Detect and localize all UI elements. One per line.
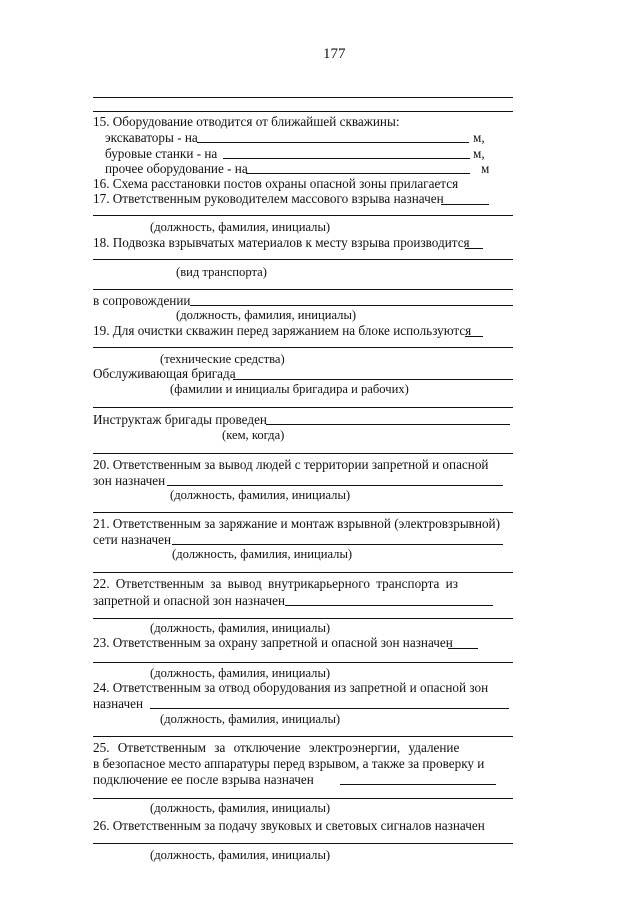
blank-line xyxy=(93,111,513,112)
item-22-line1: 22. Ответственным за вывод внутрикарьерного транспорта из xyxy=(93,576,458,591)
item-25-field[interactable] xyxy=(340,784,496,785)
item-25-line2: в безопасное место аппаратуры перед взрывом, а также за проверку и xyxy=(93,756,485,771)
blank-line xyxy=(93,97,513,98)
item-19: 19. Для очистки скважин перед заряжанием на блоке используются xyxy=(93,323,472,338)
item-22-line2: запретной и опасной зон назначен xyxy=(93,593,286,608)
blank-line[interactable] xyxy=(93,736,513,737)
item-17-field[interactable] xyxy=(441,204,489,205)
item-23-field-line2[interactable] xyxy=(93,662,513,663)
excavators-label: экскаваторы - на xyxy=(105,130,198,145)
caption-brigade-names: (фамилии и инициалы бригадира и рабочих) xyxy=(170,382,409,396)
brigade-field[interactable] xyxy=(233,379,513,380)
escort-field[interactable] xyxy=(190,305,513,306)
other-equipment-label: прочее оборудование - на xyxy=(105,161,248,176)
caption-position-name: (должность, фамилия, инициалы) xyxy=(160,712,341,726)
item-16: 16. Схема расстановки постов охраны опасной зоны прилагается xyxy=(93,176,459,191)
item-26: 26. Ответственным за подачу звуковых и световых сигналов назначен xyxy=(93,818,485,833)
item-20-line2: зон назначен xyxy=(93,473,166,488)
item-23: 23. Ответственным за охрану запретной и опасной зон назначен xyxy=(93,635,453,650)
item-19-field-line2[interactable] xyxy=(93,347,513,348)
blank-line[interactable] xyxy=(93,512,513,513)
caption-position-name: (должность, фамилия, инициалы) xyxy=(150,220,331,234)
caption-position-name: (должность, фамилия, инициалы) xyxy=(150,621,331,635)
caption-who-when: (кем, когда) xyxy=(222,428,285,442)
unit-label: м xyxy=(481,161,490,176)
item-23-field[interactable] xyxy=(448,648,478,649)
item-21-field[interactable] xyxy=(172,544,503,545)
caption-position-name: (должность, фамилия, инициалы) xyxy=(150,666,331,680)
caption-transport: (вид транспорта) xyxy=(176,265,267,279)
item-24-line1: 24. Ответственным за отвод оборудования из запретной и опасной зон xyxy=(93,680,489,695)
item-19-field[interactable] xyxy=(465,336,483,337)
drilling-rigs-distance-field[interactable] xyxy=(223,158,470,159)
item-25-field-line2[interactable] xyxy=(93,798,513,799)
unit-label: м, xyxy=(473,146,485,161)
item-18-field-line2[interactable] xyxy=(93,259,513,260)
escort-label: в сопровождении xyxy=(93,293,191,308)
caption-position-name: (должность, фамилия, инициалы) xyxy=(150,801,331,815)
caption-position-name: (должность, фамилия, инициалы) xyxy=(176,308,357,322)
item-20-line1: 20. Ответственным за вывод людей с территории запретной и опасной xyxy=(93,457,489,472)
item-17: 17. Ответственным руководителем массового взрыва назначен xyxy=(93,191,444,206)
caption-position-name: (должность, фамилия, инициалы) xyxy=(150,848,331,862)
drilling-rigs-label: буровые станки - на xyxy=(105,146,218,161)
item-22-field[interactable] xyxy=(285,605,493,606)
other-equipment-distance-field[interactable] xyxy=(246,173,470,174)
item-17-field-line2[interactable] xyxy=(93,215,513,216)
blank-line[interactable] xyxy=(93,572,513,573)
item-18: 18. Подвозка взрывчатых материалов к месту взрыва производится xyxy=(93,235,470,250)
item-21-line1: 21. Ответственным за заряжание и монтаж взрывной (электровзрывной) xyxy=(93,516,501,531)
briefing-label: Инструктаж бригады проведен xyxy=(93,412,267,427)
item-22-field-line2[interactable] xyxy=(93,618,513,619)
item-15-heading: 15. Оборудование отводится от ближайшей скважины: xyxy=(93,114,400,129)
caption-position-name: (должность, фамилия, инициалы) xyxy=(172,547,353,561)
brigade-label: Обслуживающая бригада xyxy=(93,366,236,381)
item-25-line3: подключение ее после взрыва назначен xyxy=(93,772,314,787)
item-24-field[interactable] xyxy=(150,708,509,709)
caption-position-name: (должность, фамилия, инициалы) xyxy=(170,488,351,502)
caption-tech-means: (технические средства) xyxy=(160,352,285,366)
item-25-line1: 25. Ответственным за отключение электроэнергии, удаление xyxy=(93,740,460,755)
blank-line[interactable] xyxy=(93,453,513,454)
briefing-field[interactable] xyxy=(266,424,510,425)
item-26-field[interactable] xyxy=(93,843,513,844)
item-20-field[interactable] xyxy=(167,485,503,486)
item-18-field[interactable] xyxy=(465,248,483,249)
item-24-line2: назначен xyxy=(93,696,144,711)
unit-label: м, xyxy=(473,130,485,145)
page-number: 177 xyxy=(323,46,346,62)
excavators-distance-field[interactable] xyxy=(197,142,469,143)
blank-line[interactable] xyxy=(93,289,513,290)
brigade-field-line2[interactable] xyxy=(93,407,513,408)
item-21-line2: сети назначен xyxy=(93,532,172,547)
